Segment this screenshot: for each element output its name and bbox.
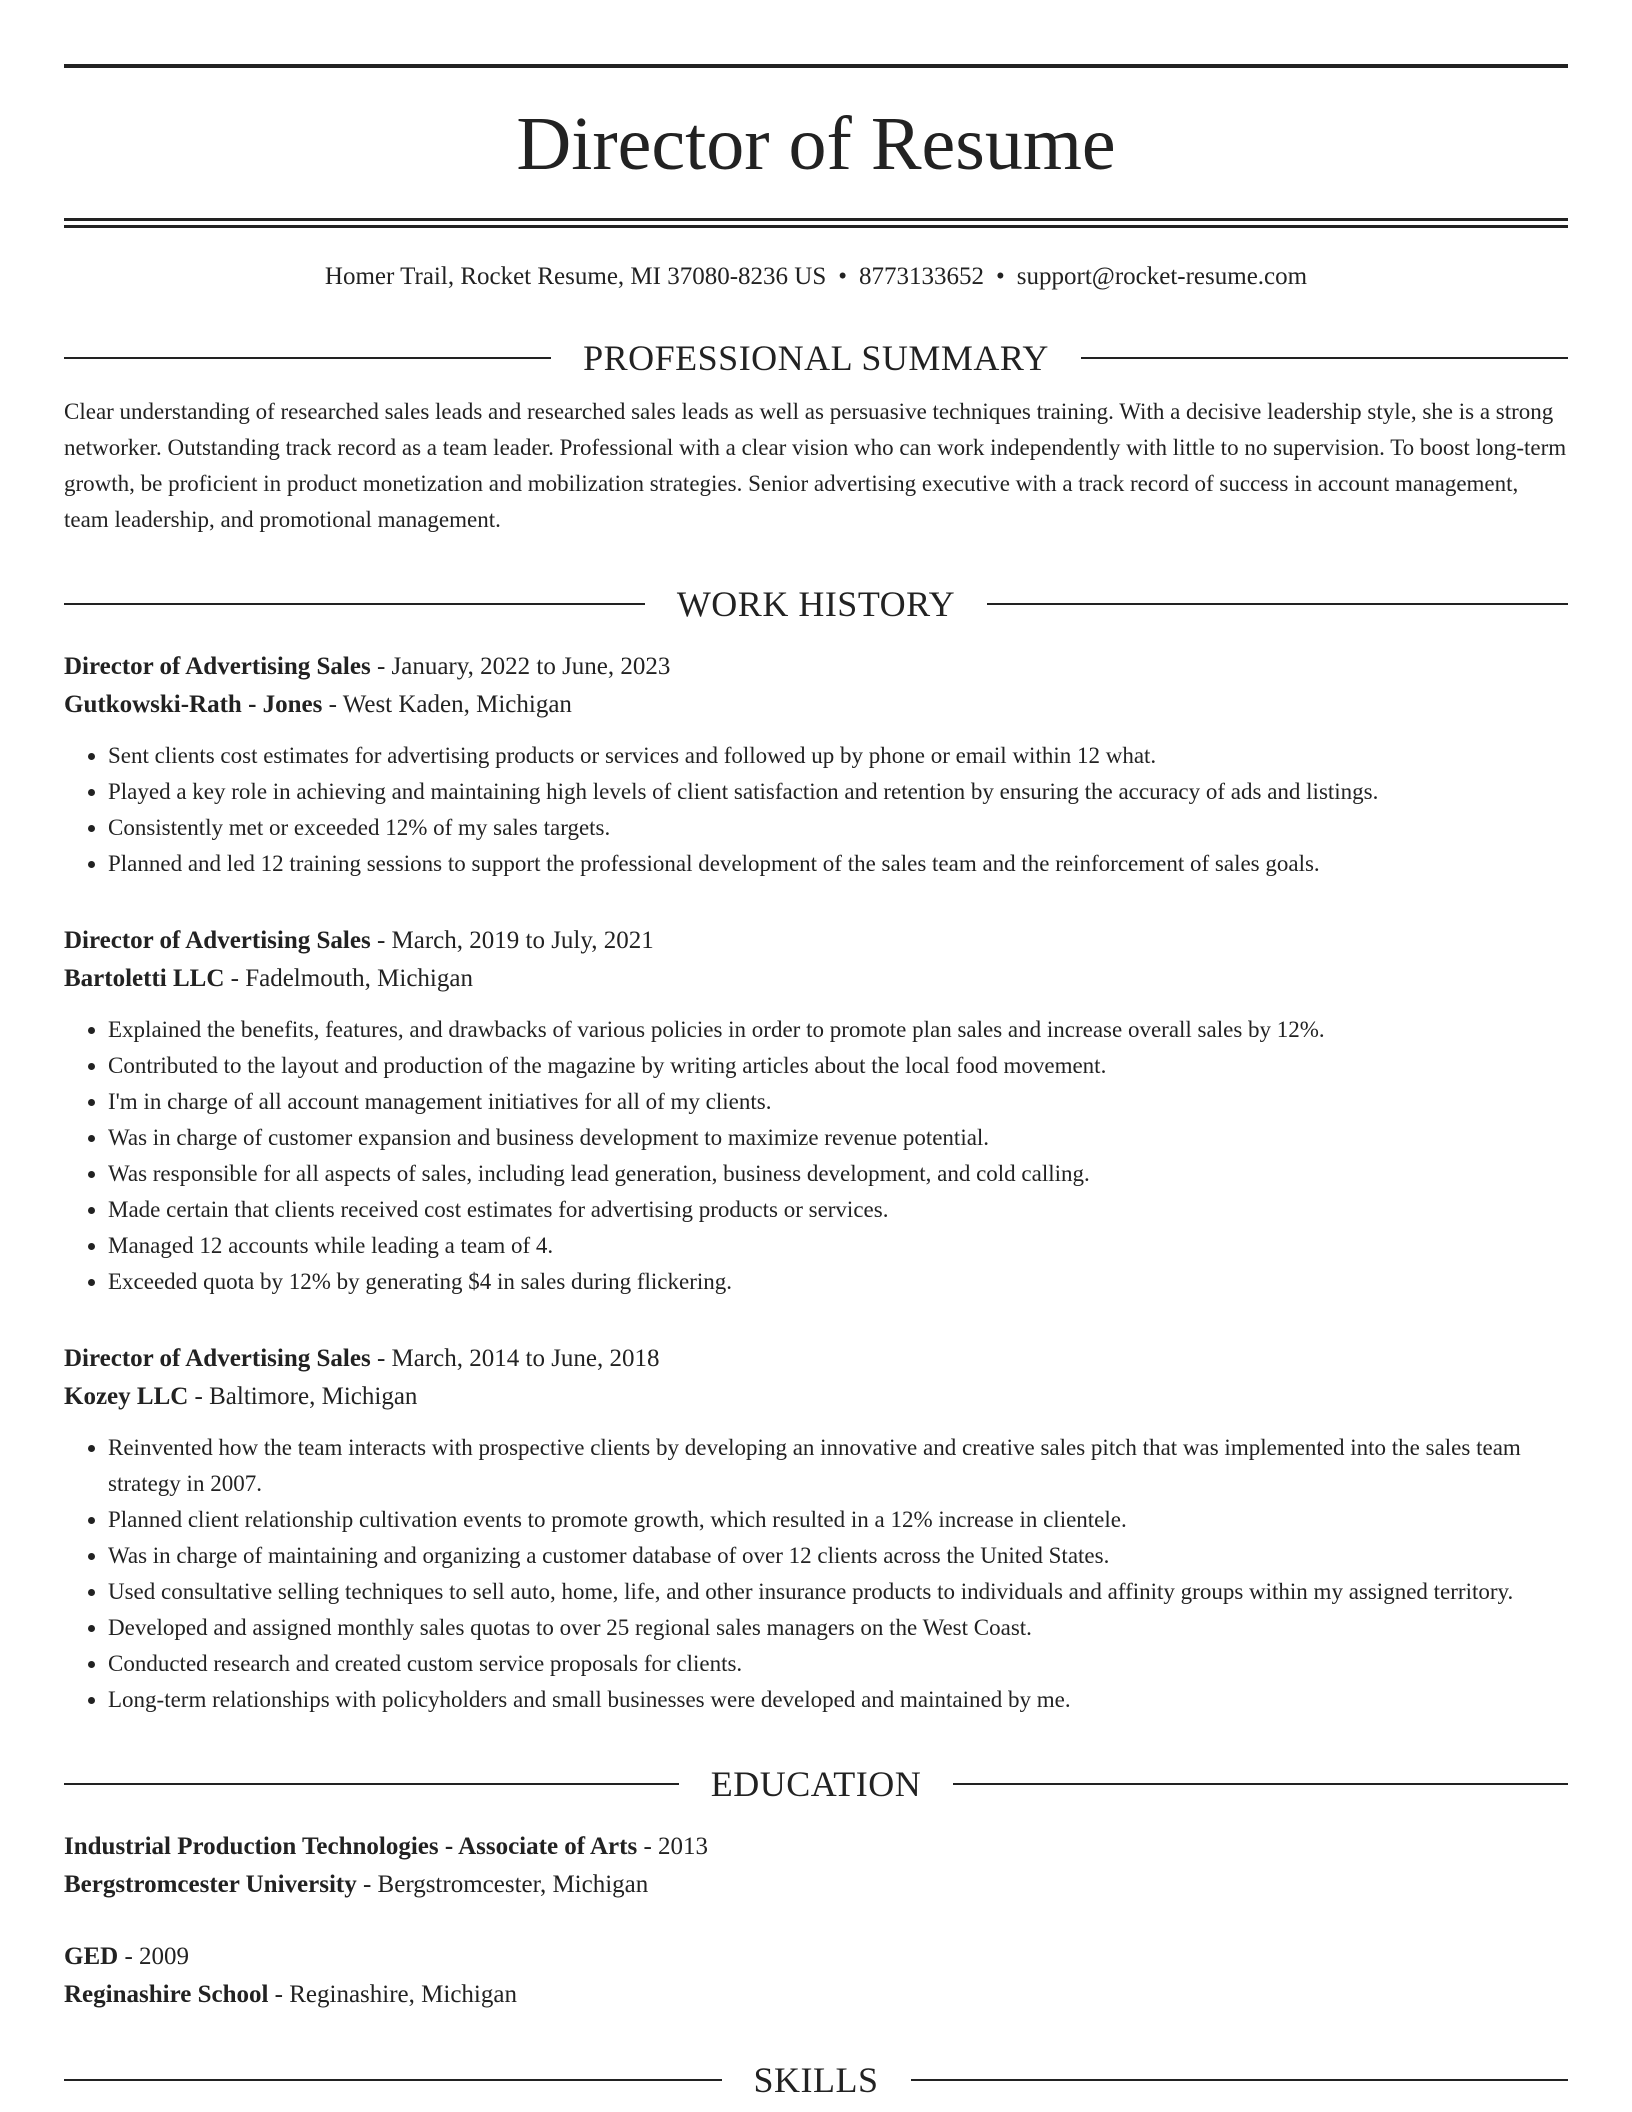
contact-address: Homer Trail, Rocket Resume, MI 37080-8236 US [324, 263, 827, 290]
job-title-line [64, 648, 1568, 686]
job-bullet: • I'm in charge of all account management initiatives for all of my clients. [108, 1084, 1568, 1120]
contact-line [64, 262, 1568, 292]
section-heading-summary [64, 340, 1568, 376]
section-heading-education [64, 1766, 1568, 1802]
job-bullet: • Planned and led 12 training sessions to support the professional development of the sales team and the reinforcement of sales goals. [108, 846, 1568, 882]
job-company: Gutkowski-Rath - Jones [64, 691, 323, 718]
job-bullet: • Developed and assigned monthly sales quotas to over 25 regional sales managers on the West Coast. [108, 1610, 1568, 1646]
education-year: - 2013 [637, 1833, 709, 1860]
job-bullet: • Was in charge of maintaining and organizing a customer database of over 12 clients across the United States. [108, 1538, 1568, 1574]
job-bullet-list [64, 1012, 1568, 1300]
section-title: SKILLS [753, 2060, 879, 2100]
education-school: Reginashire School [64, 1981, 269, 2008]
job-bullet-list [64, 738, 1568, 882]
job-company: Bartoletti LLC [64, 965, 225, 992]
job-dates: - March, 2019 to July, 2021 [370, 927, 654, 954]
job-location: - Fadelmouth, Michigan [224, 965, 473, 992]
education-entry [64, 1828, 1568, 1904]
education-year: - 2009 [118, 1943, 190, 1970]
contact-phone: 8773133652 [859, 263, 985, 290]
contact-email: support@rocket-resume.com [1016, 263, 1308, 290]
job-company-line [64, 1378, 1568, 1416]
education-degree: GED [64, 1943, 119, 1970]
education-degree: Industrial Production Technologies - Associate of Arts [64, 1833, 638, 1860]
contact-separator: • [838, 263, 848, 290]
job-bullet: • Planned client relationship cultivation events to promote growth, which resulted in a 12% increase in clientele. [108, 1502, 1568, 1538]
job-bullet: • Exceeded quota by 12% by generating $4 in sales during flickering. [108, 1264, 1568, 1300]
resume-name: Director of Resume [516, 102, 1116, 186]
job-bullet: • Contributed to the layout and production of the magazine by writing articles about the local food movement. [108, 1048, 1568, 1084]
education-school: Bergstromcester University [64, 1871, 357, 1898]
job-title-line [64, 1340, 1568, 1378]
job-bullet: • Was in charge of customer expansion and business development to maximize revenue potential. [108, 1120, 1568, 1156]
section-title: EDUCATION [710, 1764, 922, 1804]
job-bullet: • Sent clients cost estimates for advertising products or services and followed up by phone or email within 12 what. [108, 738, 1568, 774]
job-entry [64, 1340, 1568, 1718]
job-title: Director of Advertising Sales [64, 1345, 371, 1372]
job-company-line [64, 960, 1568, 998]
job-company-line [64, 686, 1568, 724]
job-company: Kozey LLC [64, 1383, 189, 1410]
job-title: Director of Advertising Sales [64, 653, 371, 680]
job-dates: - March, 2014 to June, 2018 [370, 1345, 660, 1372]
top-rule [64, 64, 1568, 68]
education-location: - Bergstromcester, Michigan [356, 1871, 649, 1898]
job-bullet: • Played a key role in achieving and maintaining high levels of client satisfaction and retention by ensuring the accuracy of ads and listings. [108, 774, 1568, 810]
job-bullet: • Consistently met or exceeded 12% of my sales targets. [108, 810, 1568, 846]
job-bullet: • Reinvented how the team interacts with prospective clients by developing an innovative and creative sales pitch that was implemented into the sales team strategy in 2007. [108, 1430, 1568, 1502]
job-bullet: • Managed 12 accounts while leading a team of 4. [108, 1228, 1568, 1264]
education-school-line [64, 1866, 1568, 1904]
education-school-line [64, 1976, 1568, 2014]
job-bullet-list [64, 1430, 1568, 1718]
job-bullet: • Was responsible for all aspects of sales, including lead generation, business development, and cold calling. [108, 1156, 1568, 1192]
job-dates: - January, 2022 to June, 2023 [370, 653, 671, 680]
job-location: - West Kaden, Michigan [322, 691, 572, 718]
section-title: WORK HISTORY [676, 584, 956, 624]
job-entry [64, 648, 1568, 882]
job-title: Director of Advertising Sales [64, 927, 371, 954]
summary-text: Clear understanding of researched sales leads and researched sales leads as well as persuasive techniques training. With a decisive leadership style, she is a strong networker. Outstanding track record as a team leader. Professional with a clear vision who can work independently with little to no supervision. To boost long-term growth, be proficient in product monetization and mobilization strategies. Senior advertising executive with a track record of success in account management, team leadership, and promotional management. [64, 399, 1567, 532]
job-bullet: • Made certain that clients received cost estimates for advertising products or services. [108, 1192, 1568, 1228]
job-bullet: • Long-term relationships with policyholders and small businesses were developed and maintained by me. [108, 1682, 1568, 1718]
section-heading-skills [64, 2062, 1568, 2098]
section-title: PROFESSIONAL SUMMARY [583, 338, 1049, 378]
education-degree-line [64, 1828, 1568, 1866]
job-entry [64, 922, 1568, 1300]
double-rule [64, 218, 1568, 228]
education-location: - Reginashire, Michigan [268, 1981, 517, 2008]
job-title-line [64, 922, 1568, 960]
job-bullet: • Explained the benefits, features, and drawbacks of various policies in order to promote plan sales and increase overall sales by 12%. [108, 1012, 1568, 1048]
section-heading-work-history [64, 586, 1568, 622]
job-bullet: • Conducted research and created custom service proposals for clients. [108, 1646, 1568, 1682]
education-degree-line [64, 1938, 1568, 1976]
contact-separator: • [996, 263, 1005, 290]
education-entry [64, 1938, 1568, 2014]
job-location: - Baltimore, Michigan [188, 1383, 418, 1410]
job-bullet: • Used consultative selling techniques to sell auto, home, life, and other insurance products to individuals and affinity groups within my assigned territory. [108, 1574, 1568, 1610]
